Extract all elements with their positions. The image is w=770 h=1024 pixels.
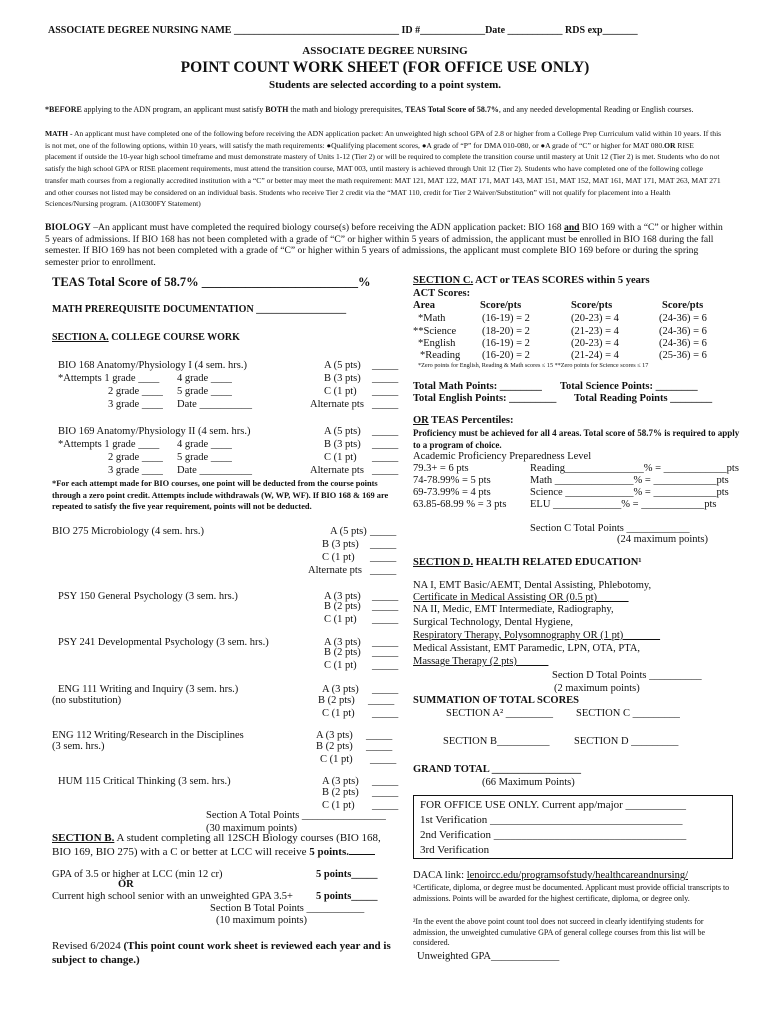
bio275-blank-a[interactable]: _____ xyxy=(370,526,397,537)
eng112-blank-c[interactable]: _____ xyxy=(370,754,397,765)
section-a-heading: SECTION A. COLLEGE COURSE WORK xyxy=(52,332,240,343)
psy150-a: A (3 pts) xyxy=(324,591,361,602)
bio168-attempt2[interactable]: 2 grade ____ xyxy=(108,386,163,397)
health-line-3: NA II, Medic, EMT Intermediate, Radiography, xyxy=(413,604,614,615)
verification-1[interactable]: 1st Verification ___________________________________ xyxy=(420,814,683,826)
section-b-text: SECTION B. A student completing all 12SCH Biology courses (BIO 168, BIO 169, BIO 275) with a C or better at LCC will receive 5 points. xyxy=(52,832,381,858)
bio169-alt: Alternate pts xyxy=(310,465,364,476)
bio275-blank-alt[interactable]: _____ xyxy=(370,565,397,576)
gpa-lcc-points[interactable]: 5 points_____ xyxy=(316,869,378,880)
teas-science-field[interactable]: Science _____________% = ____________pts xyxy=(530,487,729,498)
sum-section-b[interactable]: SECTION B__________ xyxy=(443,736,550,747)
section-c-max: (24 maximum points) xyxy=(617,534,708,545)
eng112-a: A (3 pts) xyxy=(316,730,353,741)
bio168-b: B (3 pts) xyxy=(324,373,361,384)
gpa-or: OR xyxy=(118,879,134,890)
eng111-note: (no substitution) xyxy=(52,695,122,706)
act-math: *Math xyxy=(418,313,446,324)
act-reading: *Reading xyxy=(420,350,461,361)
psy150-blank-a[interactable]: _____ xyxy=(372,591,399,602)
intro-math: MATH - An applicant must have completed one of the following before receiving the ADN application packet: An unweighted high school GPA of 2.8 or higher from a College Prep Curriculum valid within 10 years. If this is not met, one of the following options, within 10 years, will satisfy the math requirements: ●Qualifying placement scores, ●A grade of “P” for DMA 010-080, or ●A grade of “C” or higher for MAT 080.OR RISE placement if outside the 10-year high school timeframe and must demonstrate mastery of Units 1-12 (Tier 2) or will be required to complete the transition course until mastery at Unit 12 (Tier 2) is met. Students who do not satisfy the high school GPA or RISE placement requirements, must attend the transition course, MAT 003, until mastery is achieved through Unit 12 (Tier 2). Students who have completed one of the following college transfer math courses from a regionally accredited institution with a “C” or better may meet the math requirement: MAT 121, MAT 122, MAT 171, MAT 143, MAT 151, MAT 152, MAT 161, MAT 171, MAT 263, MAT 271 and other courses not listed may be considered on an individual basis. Students who receive Tier 2 credit via the “MAT 110, credit for Tier 2 Waiver/Substitution” will not qualify for placement into a Health Sciences/Nursing program. (A10300FY Statement) xyxy=(45,129,722,209)
office-use-box xyxy=(413,795,733,859)
section-c-total[interactable]: Section C Total Points ____________ xyxy=(530,523,690,534)
bio275-a: A (5 pts) xyxy=(330,526,367,537)
eng112-title: ENG 112 Writing/Research in the Disciplines xyxy=(52,730,244,741)
bio168-title: BIO 168 Anatomy/Physiology I (4 sem. hrs.) xyxy=(58,360,247,371)
teas-reading-field[interactable]: Reading_______________% = ____________pts xyxy=(530,463,739,474)
bio275-b: B (3 pts) xyxy=(322,539,359,550)
act-col-area: Area xyxy=(413,300,435,311)
act-english-2: (16-19) = 2 xyxy=(482,338,530,349)
act-math-4: (20-23) = 4 xyxy=(571,313,619,324)
psy241-b: B (2 pts) xyxy=(324,647,361,658)
bio169-attempt3[interactable]: 3 grade ____ xyxy=(108,465,163,476)
eng111-a: A (3 pts) xyxy=(322,684,359,695)
eng111-b: B (2 pts) xyxy=(318,695,355,706)
total-math-points[interactable]: Total Math Points: ________ xyxy=(413,381,542,392)
psy150-c: C (1 pt) xyxy=(324,614,357,625)
eng112-blank-b[interactable]: _____ xyxy=(366,741,393,752)
bio169-blank-alt[interactable]: _____ xyxy=(372,465,399,476)
health-line-4: Surgical Technology, Dental Hygiene, xyxy=(413,617,574,628)
act-col-2: Score/pts xyxy=(571,300,613,311)
teas-level-4: 69-73.99% = 4 pts xyxy=(413,487,491,498)
teas-elu-field[interactable]: ELU _____________% = ____________pts xyxy=(530,499,717,510)
total-science-points[interactable]: Total Science Points: ________ xyxy=(560,381,698,392)
gpa-hs-label: Current high school senior with an unweighted GPA 3.5+ xyxy=(52,891,293,902)
act-math-2: (16-19) = 2 xyxy=(482,313,530,324)
grand-total[interactable]: GRAND TOTAL _________________ xyxy=(413,764,582,775)
eng111-title: ENG 111 Writing and Inquiry (3 sem. hrs.) xyxy=(58,684,239,695)
bio275-blank-c[interactable]: _____ xyxy=(370,552,397,563)
sum-section-a[interactable]: SECTION A² _________ xyxy=(446,708,553,719)
eng112-b: B (2 pts) xyxy=(316,741,353,752)
psy241-c: C (1 pt) xyxy=(324,660,357,671)
psy241-blank-b[interactable]: _____ xyxy=(372,647,399,658)
psy241-blank-c[interactable]: _____ xyxy=(372,660,399,671)
bio275-alt: Alternate pts xyxy=(308,565,362,576)
summation-heading: SUMMATION OF TOTAL SCORES xyxy=(413,695,579,706)
hum115-blank-b[interactable]: _____ xyxy=(372,787,399,798)
teas-level-3: 63.85-68.99 % = 3 pts xyxy=(413,499,507,510)
hum115-a: A (3 pts) xyxy=(322,776,359,787)
bio168-c: C (1 pt) xyxy=(324,386,357,397)
bio-attempt-note: *For each attempt made for BIO courses, one point will be deducted from the course points through a zero point credit. Attempts include withdrawals (W, WP, WF). If BIO 168 & 169 are repeated to satisfy the five year requirement, points will not be deducted. xyxy=(52,479,389,512)
total-english-points[interactable]: Total English Points: _________ xyxy=(413,393,557,404)
act-col-1: Score/pts xyxy=(480,300,522,311)
daca-link-row: DACA link: lenoircc.edu/programsofstudy/healthcareandnursing/ xyxy=(413,870,688,881)
bio168-alt: Alternate pts xyxy=(310,399,364,410)
proficiency-note: Proficiency must be achieved for all 4 areas. Total score of 58.7% is required to apply to a program of choice. xyxy=(413,428,740,450)
act-science-6: (24-36) = 6 xyxy=(659,326,707,337)
eng112-hours: (3 sem. hrs.) xyxy=(52,741,105,752)
eng111-c: C (1 pt) xyxy=(322,708,355,719)
bio169-blank-b[interactable]: _____ xyxy=(372,439,399,450)
eng112-c: C (1 pt) xyxy=(320,754,353,765)
teas-math-field[interactable]: Math _______________% = ____________pts xyxy=(530,475,729,486)
bio169-attempt5[interactable]: 5 grade ____ xyxy=(177,452,232,463)
bio169-c: C (1 pt) xyxy=(324,452,357,463)
psy241-title: PSY 241 Developmental Psychology (3 sem. hrs.) xyxy=(58,637,269,648)
bio169-blank-c[interactable]: _____ xyxy=(372,452,399,463)
act-scores-label: ACT Scores: xyxy=(413,288,471,299)
act-reading-4: (21-24) = 4 xyxy=(571,350,619,361)
bio169-a: A (5 pts) xyxy=(324,426,361,437)
hum115-blank-c[interactable]: _____ xyxy=(372,800,399,811)
act-math-6: (24-36) = 6 xyxy=(659,313,707,324)
eng112-blank-a[interactable]: _____ xyxy=(366,730,393,741)
bio169-attempt2[interactable]: 2 grade ____ xyxy=(108,452,163,463)
psy150-b: B (2 pts) xyxy=(324,601,361,612)
revised-note: Revised 6/2024 (This point count work sheet is reviewed each year and is subject to change.) xyxy=(52,940,391,966)
act-science: **Science xyxy=(413,326,457,337)
bio168-blank-alt[interactable]: _____ xyxy=(372,399,399,410)
current-app-major[interactable]: FOR OFFICE USE ONLY. Current app/major ___________ xyxy=(420,799,687,811)
bio168-blank-c[interactable]: _____ xyxy=(372,386,399,397)
section-a-max: (30 maximum points) xyxy=(206,823,297,834)
footnote-1: ¹Certificate, diploma, or degree must be documented. Applicant must provide official transcripts to admissions. Points will be awarded for the highest certificate, diploma, or degree only. xyxy=(413,883,730,903)
section-b-max: (10 maximum points) xyxy=(216,915,307,926)
header-line: ASSOCIATE DEGREE NURSING NAME _________________________________ ID #_____________Date ___________ RDS exp_______ xyxy=(48,25,638,36)
health-line-6: Medical Assistant, EMT Paramedic, LPN, OTA, PTA, xyxy=(413,643,641,654)
psy241-a: A (3 pts) xyxy=(324,637,361,648)
total-reading-points[interactable]: Total Reading Points ________ xyxy=(574,393,713,404)
section-d-heading: SECTION D. HEALTH RELATED EDUCATION¹ xyxy=(413,557,642,568)
psy150-blank-b[interactable]: _____ xyxy=(372,601,399,612)
teas-percentiles-heading: OR TEAS Percentiles: xyxy=(413,415,514,426)
unweighted-gpa[interactable]: Unweighted GPA_____________ xyxy=(417,951,560,962)
act-science-2: (18-20) = 2 xyxy=(482,326,530,337)
bio168-attempt4[interactable]: 4 grade ____ xyxy=(177,373,232,384)
hum115-c: C (1 pt) xyxy=(322,800,355,811)
eng111-blank-b[interactable]: _____ xyxy=(368,695,395,706)
bio169-blank-a[interactable]: _____ xyxy=(372,426,399,437)
bio275-c: C (1 pt) xyxy=(322,552,355,563)
intro-before: *BEFORE applying to the ADN program, an applicant must satisfy BOTH the math and biology prerequisites, TEAS Total Score of 58.7%, and any needed developmental Reading or English courses. xyxy=(45,105,694,114)
hum115-blank-a[interactable]: _____ xyxy=(372,776,399,787)
psy150-blank-c[interactable]: _____ xyxy=(372,614,399,625)
bio169-date[interactable]: Date __________ xyxy=(177,465,252,476)
teas-level-6: 79.3+ = 6 pts xyxy=(413,463,469,474)
hum115-b: B (2 pts) xyxy=(322,787,359,798)
bio168-a: A (5 pts) xyxy=(324,360,361,371)
section-a-total[interactable]: Section A Total Points ________________ xyxy=(206,810,386,821)
bio169-attempt4[interactable]: 4 grade ____ xyxy=(177,439,232,450)
act-english: *English xyxy=(418,338,456,349)
sum-section-d[interactable]: SECTION D _________ xyxy=(574,736,679,747)
bio169-attempt1[interactable]: *Attempts 1 grade ____ xyxy=(58,439,160,450)
act-english-4: (20-23) = 4 xyxy=(571,338,619,349)
teas-total-score[interactable]: TEAS Total Score of 58.7% _________________________% xyxy=(52,275,371,289)
section-b-total[interactable]: Section B Total Points ___________ xyxy=(210,903,365,914)
section-c-heading: SECTION C. ACT or TEAS SCORES within 5 years xyxy=(413,275,650,286)
act-science-4: (21-23) = 4 xyxy=(571,326,619,337)
verification-2[interactable]: 2nd Verification ___________________________________ xyxy=(420,829,687,841)
bio169-b: B (3 pts) xyxy=(324,439,361,450)
act-reading-6: (25-36) = 6 xyxy=(659,350,707,361)
bio168-blank-a[interactable]: _____ xyxy=(372,360,399,371)
bio168-attempt5[interactable]: 5 grade ____ xyxy=(177,386,232,397)
section-d-total[interactable]: Section D Total Points __________ xyxy=(552,670,702,681)
health-line-1: NA I, EMT Basic/AEMT, Dental Assisting, Phlebotomy, xyxy=(413,580,652,591)
teas-level-5: 74-78.99% = 5 pts xyxy=(413,475,491,486)
bio169-title: BIO 169 Anatomy/Physiology II (4 sem. hrs.) xyxy=(58,426,251,437)
bio168-attempt3[interactable]: 3 grade ____ xyxy=(108,399,163,410)
verification-3[interactable]: 3rd Verification xyxy=(420,844,490,856)
daca-link[interactable]: lenoircc.edu/programsofstudy/healthcareandnursing/ xyxy=(466,870,688,881)
grand-total-max: (66 Maximum Points) xyxy=(482,777,575,788)
bio275-blank-b[interactable]: _____ xyxy=(370,539,397,550)
bio168-date[interactable]: Date __________ xyxy=(177,399,252,410)
health-line-2[interactable]: Certificate in Medical Assisting OR (0.5 pt)______ xyxy=(413,592,629,603)
org-name: ASSOCIATE DEGREE NURSING xyxy=(302,45,468,57)
sum-section-c[interactable]: SECTION C _________ xyxy=(576,708,680,719)
health-line-7[interactable]: Massage Therapy (2 pts)______ xyxy=(413,656,549,667)
bio168-attempt1[interactable]: *Attempts 1 grade ____ xyxy=(58,373,160,384)
act-zero-note: *Zero points for English, Reading & Math scores ≤ 15 **Zero points for Science scores ≤ 17 xyxy=(418,362,649,369)
intro-biology: BIOLOGY –An applicant must have completed the required biology course(s) before receiving the ADN application packet: BIO 168 and BIO 169 with a “C” or higher within 5 years of admissions. If BIO 168 has not been completed with a grade of “C” or higher within 5 years of admission, the applicant must be enrolled in BIO 168 during the fall semester. If BIO 169 has not been completed with a grade of “C” or higher within 5 years of admissions, the applicant must complete BIO 169 before or during the spring semester prior to enrollment. xyxy=(45,222,723,268)
gpa-hs-points[interactable]: 5 points_____ xyxy=(316,891,378,902)
health-line-5[interactable]: Respiratory Therapy, Polysomnography OR (1 pt)_______ xyxy=(413,630,661,641)
page-title: POINT COUNT WORK SHEET (FOR OFFICE USE ONLY) xyxy=(180,59,590,76)
psy150-title: PSY 150 General Psychology (3 sem. hrs.) xyxy=(58,591,238,602)
act-col-3: Score/pts xyxy=(662,300,704,311)
eng111-blank-a[interactable]: _____ xyxy=(372,684,399,695)
bio275-title: BIO 275 Microbiology (4 sem. hrs.) xyxy=(52,526,204,537)
psy241-blank-a[interactable]: _____ xyxy=(372,637,399,648)
section-d-max: (2 maximum points) xyxy=(554,683,640,694)
math-prereq-doc[interactable]: MATH PREREQUISITE DOCUMENTATION __________________ xyxy=(52,304,347,315)
act-english-6: (24-36) = 6 xyxy=(659,338,707,349)
page-subtitle: Students are selected according to a point system. xyxy=(269,79,501,91)
eng111-blank-c[interactable]: _____ xyxy=(372,708,399,719)
gpa-lcc-label: GPA of 3.5 or higher at LCC (min 12 cr) xyxy=(52,869,223,880)
proficiency-level: Academic Proficiency Preparedness Level xyxy=(413,451,592,462)
bio168-blank-b[interactable]: _____ xyxy=(372,373,399,384)
footnote-2: ²In the event the above point count tool does not succeed in clearly identifying students for admission, the unweighted cumulative GPA of general college courses from this list will be considered. xyxy=(413,917,706,947)
act-reading-2: (16-20) = 2 xyxy=(482,350,530,361)
hum115-title: HUM 115 Critical Thinking (3 sem. hrs.) xyxy=(58,776,231,787)
